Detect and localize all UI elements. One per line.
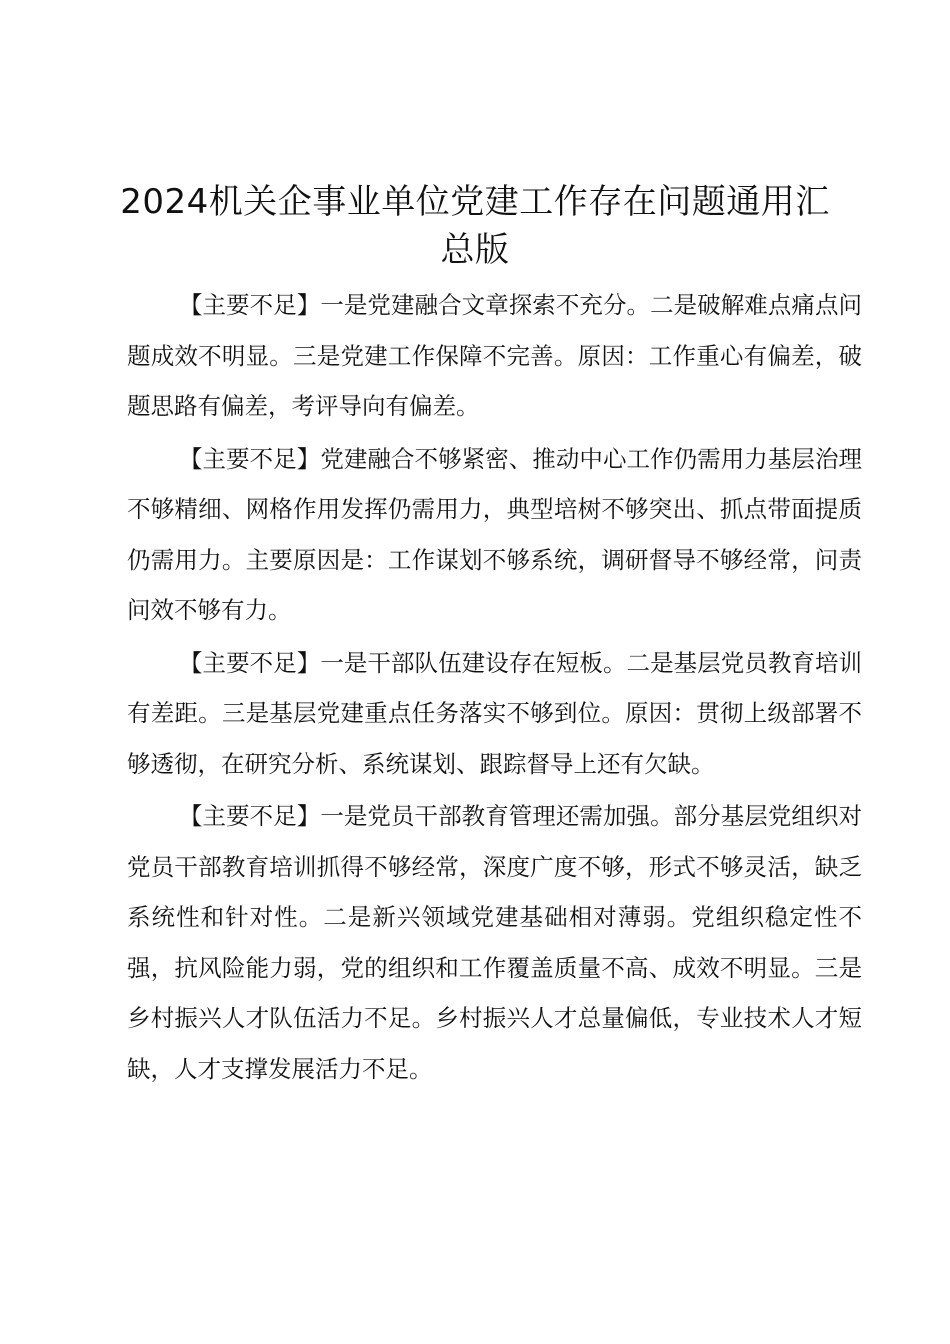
document-body (127, 280, 862, 1096)
paragraph-2: 【主要不足】党建融合不够紧密、推动中心工作仍需用力基层治理不够精细、网格作用发挥仍需用力，典型培树不够突出、抓点带面提质仍需用力。主要原因是：工作谋划不够系统，调研督导不够经常，问责问效不够有力。 (127, 444, 862, 624)
paragraph-1: 【主要不足】一是党建融合文章探索不充分。二是破解难点痛点问题成效不明显。三是党建工作保障不完善。原因：工作重心有偏差，破题思路有偏差，考评导向有偏差。 (127, 291, 862, 420)
document-title: 2024机关企事业单位党建工作存在问题通用汇总版 (120, 182, 830, 270)
paragraph-4: 【主要不足】一是党员干部教育管理还需加强。部分基层党组织对党员干部教育培训抓得不够经常，深度广度不够，形式不够灵活，缺乏系统性和针对性。二是新兴领域党建基础相对薄弱。党组织稳定性不强，抗风险能力弱，党的组织和工作覆盖质量不高、成效不明显。三是乡村振兴人才队伍活力不足。乡村振兴人才总量偏低，专业技术人才短缺，人才支撑发展活力不足。 (127, 802, 862, 1083)
paragraph-3: 【主要不足】一是干部队伍建设存在短板。二是基层党员教育培训有差距。三是基层党建重点任务落实不够到位。原因：贯彻上级部署不够透彻，在研究分析、系统谋划、跟踪督导上还有欠缺。 (127, 648, 862, 778)
